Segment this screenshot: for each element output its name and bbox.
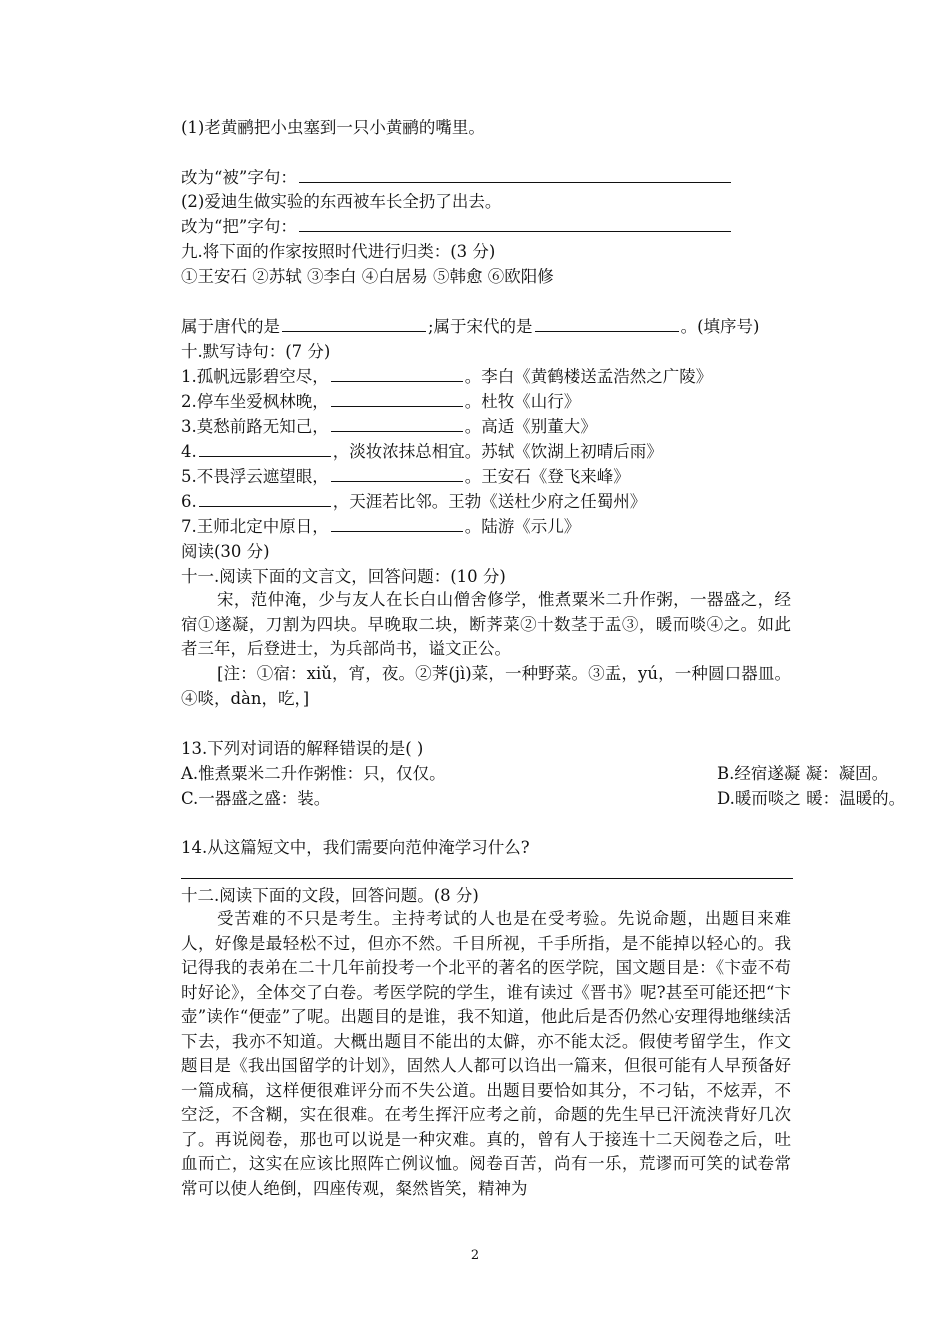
answer-blank[interactable]	[331, 365, 463, 382]
q8-item1-answer-line	[181, 165, 791, 190]
poem-line-source: ，天涯若比邻。王勃《送杜少府之任蜀州》	[332, 492, 647, 511]
option-a: A.惟煮粟米二升作粥惟：只，仅仅。	[181, 764, 446, 783]
poem-line	[181, 464, 791, 489]
q9-heading: 九.将下面的作家按照时代进行归类：(3 分)	[181, 242, 496, 261]
poem-line-source: 。陆游《示儿》	[464, 517, 581, 536]
answer-blank[interactable]	[282, 315, 426, 332]
page-number: 2	[470, 1248, 480, 1263]
q8-item1-prompt: 改为“被”字句：	[181, 168, 297, 187]
q9-song-label: ;属于宋代的是	[428, 317, 533, 336]
poem-line-prefix: 7.王师北定中原日，	[181, 517, 329, 536]
q9-tail: 。(填序号)	[680, 317, 760, 336]
poem-line-source: 。王安石《登飞来峰》	[464, 467, 630, 486]
q8-item1: (1)老黄鹂把小虫塞到一只小黄鹂的嘴里。	[181, 118, 485, 137]
poem-line-prefix: 1.孤帆远影碧空尽，	[181, 367, 329, 386]
poem-line-source: 。李白《黄鹤楼送孟浩然之广陵》	[464, 367, 713, 386]
poem-line-prefix: 6.	[181, 492, 197, 511]
answer-blank[interactable]	[331, 515, 463, 532]
q8-item2-answer-line	[181, 214, 791, 239]
q13-row2	[181, 786, 906, 811]
q14-answer-line[interactable]	[181, 878, 793, 879]
q9-answer-line	[181, 314, 791, 339]
poem-line-source: 。高适《别董大》	[464, 417, 597, 436]
q9-options: ①王安石 ②苏轼 ③李白 ④白居易 ⑤韩愈 ⑥欧阳修	[181, 267, 554, 286]
reading-heading: 阅读(30 分)	[181, 542, 270, 561]
q13-stem: 13.下列对词语的解释错误的是( )	[181, 739, 424, 758]
option-b: B.经宿遂凝 凝：凝固。	[717, 764, 889, 783]
q10-heading: 十.默写诗句：(7 分)	[181, 342, 331, 361]
answer-blank[interactable]	[331, 390, 463, 407]
answer-blank[interactable]	[299, 215, 731, 232]
poem-line	[181, 364, 791, 389]
poem-line	[181, 439, 791, 464]
poem-line	[181, 489, 791, 514]
answer-blank[interactable]	[199, 440, 331, 457]
poem-line-source: 。杜牧《山行》	[464, 392, 581, 411]
answer-blank[interactable]	[331, 465, 463, 482]
poem-line	[181, 389, 791, 414]
q8-item2: (2)爱迪生做实验的东西被车长全扔了出去。	[181, 192, 502, 211]
poem-line	[181, 414, 791, 439]
poem-line	[181, 514, 791, 539]
answer-blank[interactable]	[199, 490, 331, 507]
answer-blank[interactable]	[331, 415, 463, 432]
answer-blank[interactable]	[299, 166, 731, 183]
q11-heading: 十一.阅读下面的文言文，回答问题：(10 分)	[181, 567, 506, 586]
q12-heading: 十二.阅读下面的文段，回答问题。(8 分)	[181, 886, 479, 905]
option-d: D.暖而啖之 暖：温暖的。	[717, 789, 906, 808]
option-c: C.一器盛之盛：装。	[181, 789, 331, 808]
poem-line-prefix: 3.莫愁前路无知己，	[181, 417, 329, 436]
q14-stem: 14.从这篇短文中，我们需要向范仲淹学习什么?	[181, 838, 530, 857]
poem-line-prefix: 5.不畏浮云遮望眼，	[181, 467, 329, 486]
q11-passage: 宋，范仲淹，少与友人在长白山僧舍修学，惟煮粟米二升作粥，一器盛之，经宿①遂凝，刀割为四块。早晚取二块，断荠菜②十数茎于盂③，暖而啖④之。如此者三年，后登进士，为兵部尚书，谥文正公。	[181, 590, 791, 658]
poem-line-prefix: 2.停车坐爱枫林晚，	[181, 392, 329, 411]
q13-row1	[181, 761, 889, 786]
q9-tang-label: 属于唐代的是	[181, 317, 280, 336]
q12-passage: 受苦难的不只是考生。主持考试的人也是在受考验。先说命题，出题目来难人，好像是最轻松不过，但亦不然。千目所视，千手所指，是不能掉以轻心的。我记得我的表弟在二十几年前投考一个北平的著名的医学院，国文题目是：《卞壶不苟时好论》，全体交了白卷。考医学院的学生，谁有读过《晋书》呢?甚至可能还把“卞壶”读作“便壶”了呢。出题目的是谁，我不知道，他此后是否仍然心安理得地继续活下去，我亦不知道。大概出题目不能出的太僻，亦不能太泛。假使考留学生，作文题目是《我出国留学的计划》，固然人人都可以诌出一篇来，但很可能有人早预备好一篇成稿，这样便很难评分而不失公道。出题目要恰如其分，不刁钻，不炫弄，不空泛，不含糊，实在很难。在考生挥汗应考之前，命题的先生早已汗流浃背好几次了。再说阅卷，那也可以说是一种灾难。真的，曾有人于接连十二天阅卷之后，吐血而亡，这实在应该比照阵亡例议恤。阅卷百苦，尚有一乐，荒谬而可笑的试卷常常可以使人绝倒，四座传观，粲然皆笑，精神为	[181, 909, 791, 1198]
q8-item2-prompt: 改为“把”字句：	[181, 217, 297, 236]
q11-note: [注：①宿：xiǔ，宵，夜。②荠(jì)菜，一种野菜。③盂，yú，一种圆口器皿。④啖，dàn，吃，]	[181, 664, 791, 708]
poem-line-prefix: 4.	[181, 442, 197, 461]
answer-blank[interactable]	[535, 315, 679, 332]
poem-line-source: ，淡妆浓抹总相宜。苏轼《饮湖上初晴后雨》	[332, 442, 663, 461]
